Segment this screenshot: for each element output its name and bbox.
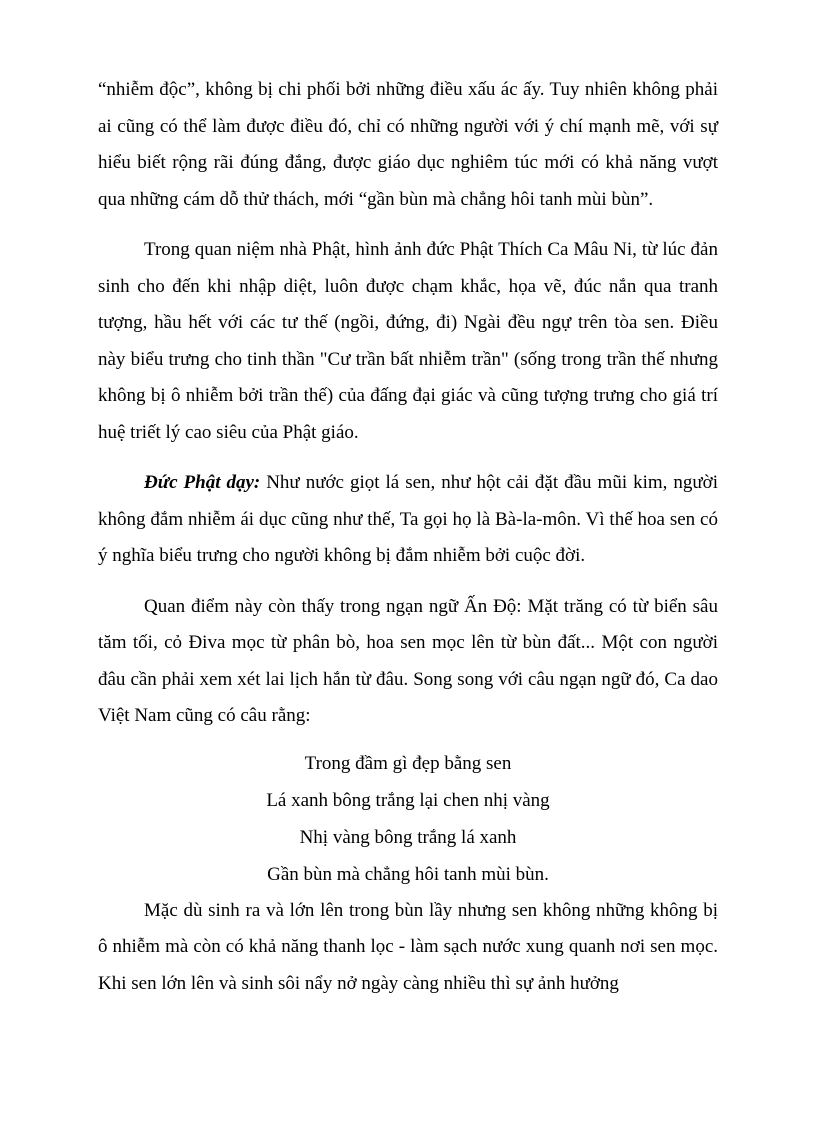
- paragraph-continuation: “nhiễm độc”, không bị chi phối bởi những điều xấu ác ấy. Tuy nhiên không phải ai cũng có thể làm được điều đó, chỉ có những người với ý chí mạnh mẽ, với sự hiểu biết rộng rãi đúng đắng, được giáo dục nghiêm túc mới có khả năng vượt qua những cám dỗ thử thách, mới “gần bùn mà chẳng hôi tanh mùi bùn”.: [98, 79, 718, 210]
- paragraph-indian-proverb: Quan điểm này còn thấy trong ngạn ngữ Ấn Độ: Mặt trăng có từ biển sâu tăm tối, cỏ Điva mọc từ phân bò, hoa sen mọc lên từ bùn đất... Một con người đâu cần phải xem xét lai lịch hắn từ đâu. Song song với câu ngạn ngữ đó, Ca dao Việt Nam cũng có câu rằng:: [98, 595, 718, 726]
- buddha-teaching-lead: Đức Phật dạy: [144, 472, 254, 493]
- paragraph-lotus-purify: Mặc dù sinh ra và lớn lên trong bùn lầy nhưng sen không những không bị ô nhiễm mà còn có khả năng thanh lọc - làm sạch nước xung quanh nơi sen mọc. Khi sen lớn lên và sinh sôi nẩy nở ngày càng nhiều thì sự ảnh hưởng: [98, 899, 718, 994]
- buddha-teaching-text: Như nước giọt lá sen, như hột cải đặt đầu mũi kim, người không đắm nhiễm ái dục cũng như thế, Ta gọi họ là Bà-la-môn. Vì thế hoa sen có ý nghĩa biểu trưng cho người không bị đắm nhiễm bởi cuộc đời.: [98, 472, 718, 566]
- paragraph-buddha-teaching: [98, 465, 718, 575]
- paragraph-buddha-image: Trong quan niệm nhà Phật, hình ảnh đức Phật Thích Ca Mâu Ni, từ lúc đản sinh cho đến khi nhập diệt, luôn được chạm khắc, họa vẽ, đúc nắn qua tranh tượng, hầu hết với các tư thế (ngồi, đứng, đi) Ngài đều ngự trên tòa sen. Điều này biểu trưng cho tinh thần "Cư trần bất nhiễm trần" (sống trong trần thế nhưng không bị ô nhiễm bởi trần thế) của đấng đại giác và cũng tượng trưng cho giá trí huệ triết lý cao siêu của Phật giáo.: [98, 239, 718, 443]
- poem-line-2: Lá xanh bông trắng lại chen nhị vàng: [266, 789, 550, 811]
- poem-line-1: Trong đầm gì đẹp bằng sen: [304, 752, 512, 774]
- document-page: [98, 72, 718, 1002]
- poem-line-4: Gần bùn mà chẳng hôi tanh mùi bùn.: [267, 863, 549, 885]
- buddha-teaching-colon: :: [253, 472, 261, 493]
- poem-line-3: Nhị vàng bông trắng lá xanh: [299, 826, 517, 848]
- ca-dao-poem: [98, 745, 718, 893]
